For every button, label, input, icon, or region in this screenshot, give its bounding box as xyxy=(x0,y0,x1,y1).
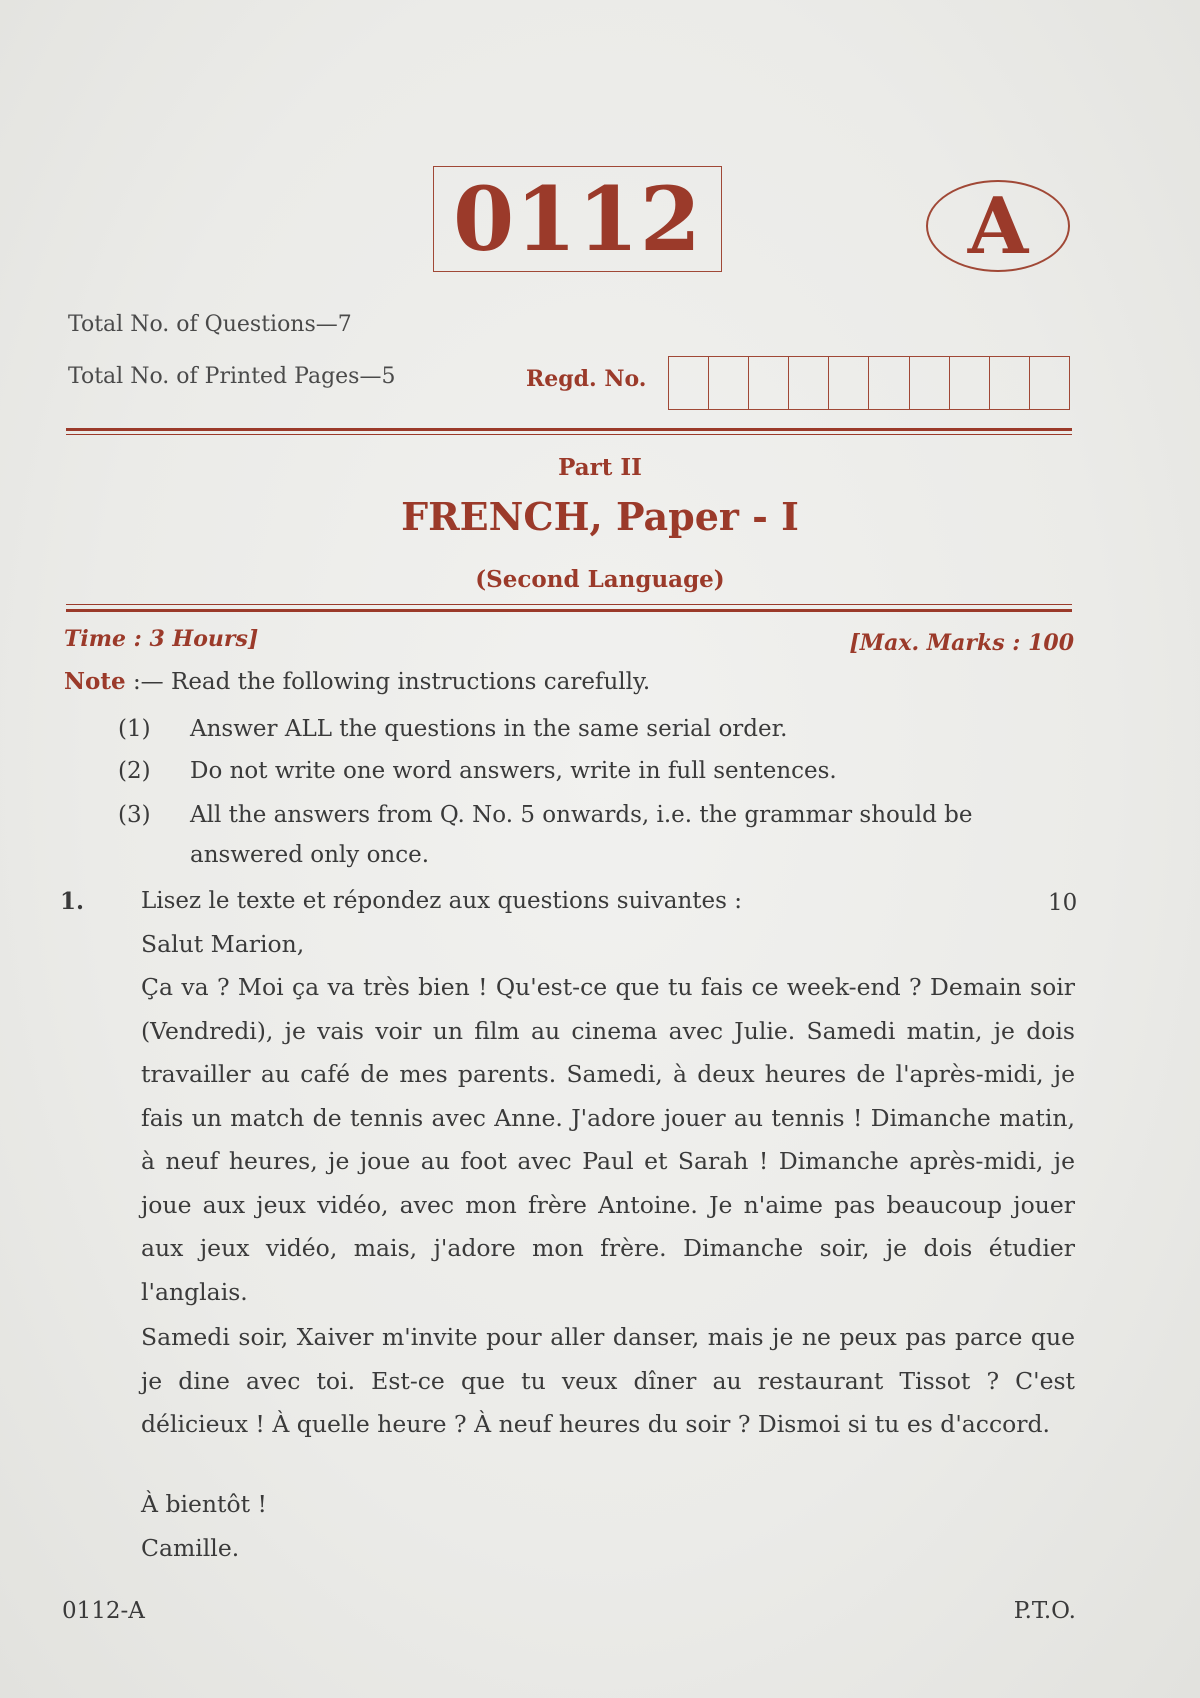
instruction-num: (2) xyxy=(118,758,151,784)
letter-paragraph-2: Samedi soir, Xaiver m'invite pour aller danser, mais je ne peux pas parce que je dine avec toi. Est-ce que tu veux dîner au restaurant Tissot ? C'est délicieux ! À quelle heure ? À neuf heures du soir ? Dismoi si tu es d'accord. xyxy=(141,1323,1075,1438)
instruction-text: Do not write one word answers, write in full sentences. xyxy=(190,758,837,784)
mid-rule-thin xyxy=(66,604,1072,605)
top-rule-thin xyxy=(66,434,1072,435)
footer-code: 0112-A xyxy=(62,1598,145,1624)
set-letter-circle xyxy=(926,180,1070,272)
paper-code-box xyxy=(433,166,722,272)
part-label: Part II xyxy=(558,454,642,481)
instruction-text: All the answers from Q. No. 5 onwards, i.e. the grammar should be xyxy=(190,802,973,828)
regd-box xyxy=(990,357,1030,409)
total-pages: Total No. of Printed Pages—5 xyxy=(68,364,396,389)
regd-box xyxy=(829,357,869,409)
question-prompt: Lisez le texte et répondez aux questions suivantes : xyxy=(141,888,742,914)
regd-box xyxy=(669,357,709,409)
footer-pto: P.T.O. xyxy=(1013,1598,1076,1624)
instruction-text: Answer ALL the questions in the same serial order. xyxy=(190,716,788,742)
paper-code: 0112 xyxy=(453,167,702,271)
regd-label: Regd. No. xyxy=(526,366,647,392)
instruction-num: (1) xyxy=(118,716,151,742)
note-line xyxy=(64,668,650,695)
instruction-text-cont: answered only once. xyxy=(190,842,430,868)
regd-box xyxy=(789,357,829,409)
time-allowed: Time : 3 Hours] xyxy=(64,626,259,652)
language-label: (Second Language) xyxy=(475,566,725,593)
letter-signature: Camille. xyxy=(141,1534,240,1562)
subject-title: FRENCH, Paper - I xyxy=(401,494,799,539)
regd-number-boxes xyxy=(668,356,1070,410)
question-marks: 10 xyxy=(1048,890,1078,916)
regd-box xyxy=(910,357,950,409)
max-marks: [Max. Marks : 100 xyxy=(849,630,1074,656)
letter-paragraph-1: Ça va ? Moi ça va très bien ! Qu'est-ce que tu fais ce week-end ? Demain soir (Vendredi), je vais voir un film au cinema avec Julie. Samedi matin, je dois travailler au café de mes parents. Samedi, à deux heures de l'après-midi, je fais un match de tennis avec Anne. J'adore jouer au tennis ! Dimanche matin, à neuf heures, je joue au foot avec Paul et Sarah ! Dimanche après-midi, je joue aux jeux vidéo, avec mon frère Antoine. Je n'aime pas beaucoup jouer aux jeux vidéo, mais, j'adore mon frère. Dimanche soir, je dois étudier l'anglais. xyxy=(141,973,1075,1306)
regd-box xyxy=(709,357,749,409)
regd-box xyxy=(869,357,909,409)
letter-closing: À bientôt ! xyxy=(141,1490,267,1518)
note-text: :— Read the following instructions carefully. xyxy=(132,669,651,695)
top-rule xyxy=(66,428,1072,431)
regd-box xyxy=(1030,357,1069,409)
set-letter: A xyxy=(967,180,1029,272)
instruction-num: (3) xyxy=(118,802,151,828)
letter-greeting: Salut Marion, xyxy=(141,930,305,958)
question-number: 1. xyxy=(60,888,85,915)
regd-box xyxy=(950,357,990,409)
total-questions: Total No. of Questions—7 xyxy=(68,312,352,337)
note-label: Note xyxy=(64,668,126,695)
mid-rule xyxy=(66,609,1072,612)
regd-box xyxy=(749,357,789,409)
